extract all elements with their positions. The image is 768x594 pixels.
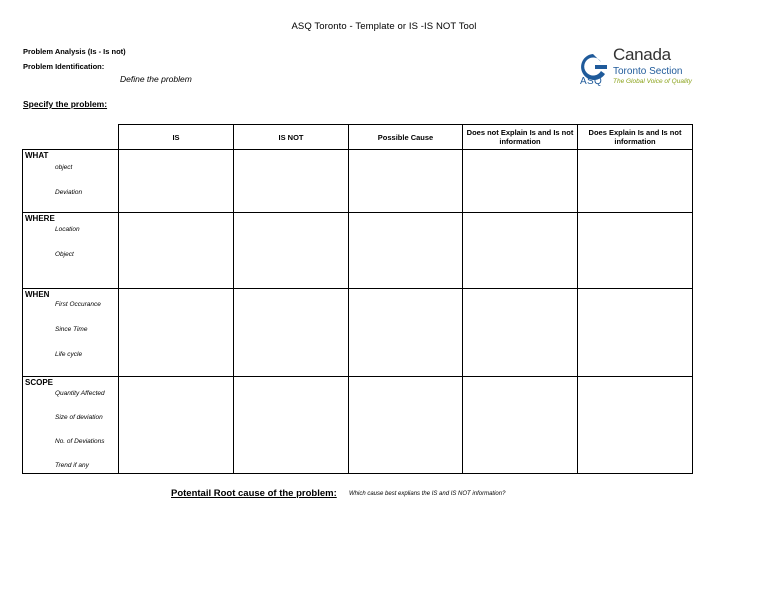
specify-problem-heading: Specify the problem: [23, 99, 108, 109]
cell-when-possible-cause[interactable] [349, 289, 463, 377]
row-label-where [23, 213, 119, 289]
cell-when-is[interactable] [119, 289, 234, 377]
item-no-of-deviations: No. of Deviations [55, 438, 105, 445]
table-corner [23, 125, 119, 150]
define-problem-text[interactable]: Define the problem [120, 74, 192, 84]
item-deviation: Deviation [55, 189, 83, 196]
category-what: WHAT [25, 151, 49, 160]
root-cause-hint[interactable]: Which cause best explians the IS and IS NOT information? [349, 491, 506, 497]
col-header-possible-cause: Possible Cause [349, 125, 463, 150]
col-header-does-explain: Does Explain Is and Is not information [578, 125, 693, 150]
item-size-of-deviation: Size of deviation [55, 414, 103, 421]
logo-section-text: Toronto Section [613, 66, 683, 77]
item-life-cycle: Life cycle [55, 351, 83, 358]
row-label-when [23, 289, 119, 377]
cell-when-does-not-explain[interactable] [463, 289, 578, 377]
cell-when-does-explain[interactable] [578, 289, 693, 377]
logo-canada-text: Canada [613, 45, 671, 64]
cell-where-does-explain[interactable] [578, 213, 693, 289]
col-header-is: IS [119, 125, 234, 150]
cell-when-is-not[interactable] [234, 289, 349, 377]
table-row [23, 213, 693, 289]
col-header-is-not: IS NOT [234, 125, 349, 150]
logo-asq-text: ASQ [580, 76, 603, 87]
table-row [23, 289, 693, 377]
cell-where-does-not-explain[interactable] [463, 213, 578, 289]
cell-scope-does-explain[interactable] [578, 377, 693, 474]
item-quantity-affected: Quantity Affected [55, 390, 105, 397]
item-location: Location [55, 226, 80, 233]
row-label-what [23, 150, 119, 213]
cell-what-possible-cause[interactable] [349, 150, 463, 213]
logo-tagline-text: The Global Voice of Quality [613, 78, 692, 85]
problem-analysis-label: Problem Analysis (Is - Is not) [23, 47, 126, 56]
item-object: object [55, 164, 73, 171]
problem-identification-label: Problem Identification: [23, 62, 105, 71]
col-header-does-not-explain: Does not Explain Is and Is not information [463, 125, 578, 150]
cell-where-is[interactable] [119, 213, 234, 289]
cell-what-does-explain[interactable] [578, 150, 693, 213]
table-row [23, 150, 693, 213]
root-cause-label: Potentail Root cause of the problem: [171, 488, 337, 499]
cell-what-is-not[interactable] [234, 150, 349, 213]
category-when: WHEN [25, 290, 50, 299]
category-scope: SCOPE [25, 378, 54, 387]
table-row [23, 377, 693, 474]
cell-what-is[interactable] [119, 150, 234, 213]
cell-scope-is-not[interactable] [234, 377, 349, 474]
cell-scope-is[interactable] [119, 377, 234, 474]
cell-where-is-not[interactable] [234, 213, 349, 289]
is-is-not-table [22, 124, 693, 474]
item-first-occurance: First Occurance [55, 301, 101, 308]
cell-scope-possible-cause[interactable] [349, 377, 463, 474]
row-label-scope [23, 377, 119, 474]
item-since-time: Since Time [55, 326, 88, 333]
cell-scope-does-not-explain[interactable] [463, 377, 578, 474]
item-object-where: Object [55, 251, 74, 258]
item-trend-if-any: Trend if any [55, 462, 89, 469]
page-title: ASQ Toronto - Template or IS -IS NOT Tool [291, 21, 477, 32]
category-where: WHERE [25, 214, 55, 223]
asq-logo [578, 45, 696, 89]
cell-where-possible-cause[interactable] [349, 213, 463, 289]
cell-what-does-not-explain[interactable] [463, 150, 578, 213]
